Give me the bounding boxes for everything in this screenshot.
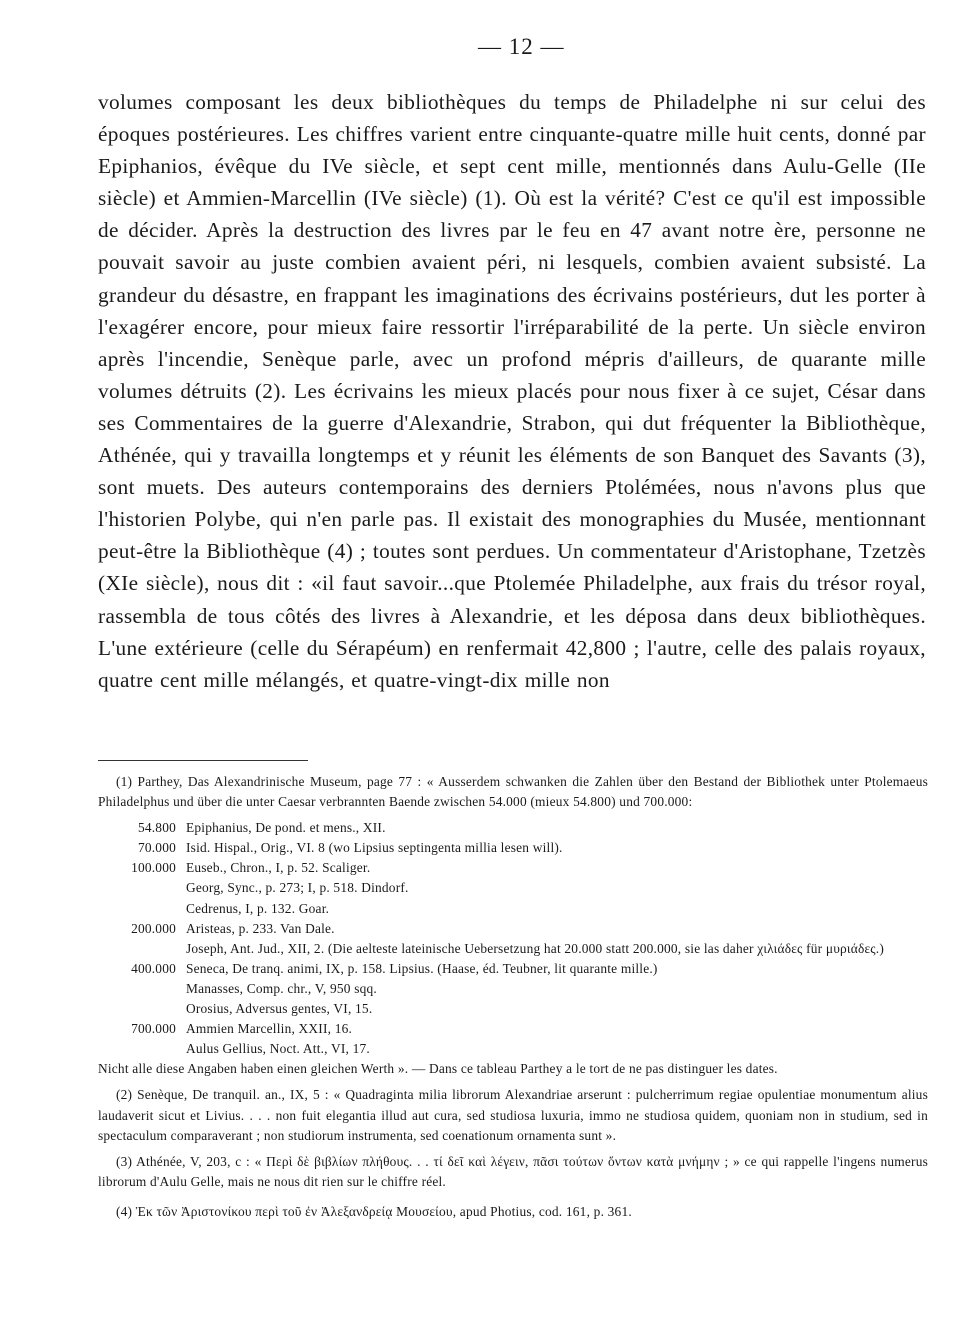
list-item <box>98 878 928 898</box>
footnote-1-list <box>98 818 928 1059</box>
footnotes <box>98 772 928 1222</box>
list-item <box>98 919 928 939</box>
list-item-text: Orosius, Adversus gentes, VI, 15. <box>186 1001 373 1017</box>
list-item-text: Aulus Gellius, Noct. Att., VI, 17. <box>186 1041 370 1057</box>
list-item-number <box>98 939 186 959</box>
list-item-number: 54.800 <box>137 820 176 836</box>
list-item-text: Cedrenus, I, p. 132. Goar. <box>186 900 330 916</box>
body-paragraph: volumes composant les deux bibliothèques du temps de Philadelphe ni sur celui des époques postérieures. Les chiffres varient entre cinquante-quatre mille huit cents, donné par Epiphanios, évêque du IVe siècle, et sept cent mille, mentionnés dans Aulu-Gelle (IIe siècle) et Ammien-Marcellin (IVe siècle) (1). Où est la vérité? C'est ce qu'il est impossible de décider. Après la destruction des livres par le feu en 47 avant notre ère, personne ne pouvait savoir au juste combien avaient péri, ni lesquels, combien avaient subsisté. La grandeur du désastre, en frappant les imaginations des écrivains postérieurs, dut les porter à l'exagérer encore, pour mieux faire ressortir l'irréparabilité de la perte. Un siècle environ après l'incendie, Senèque parle, avec un profond mépris d'ailleurs, de quarante mille volumes détruits (2). Les écrivains les mieux placés pour nous fixer à ce sujet, César dans ses Commentaires de la guerre d'Alexandrie, Strabon, qui dut fréquenter la Bibliothèque, Athénée, qui y travailla longtemps et y réunit les éléments de son Banquet des Savants (3), sont muets. Des auteurs contemporains des derniers Ptolémées, nous n'avons plus que l'historien Polybe, qui n'en parle pas. Il existait des monographies du Musée, mentionnant peut-être la Bibliothèque (4) ; toutes sont perdues. Un commentateur d'Aristophane, Tzetzès (XIe siècle), nous dit : «il faut savoir...que Ptolemée Philadelphe, aux frais du trésor royal, rassembla de tous côtés des livres à Alexandrie, et les déposa dans deux bibliothèques. L'une extérieure (celle du Sérapéum) en renfermait 42,800 ; l'autre, celle des palais royaux, quatre cent mille mélangés, et quatre-vingt-dix mille non <box>98 90 926 692</box>
list-item-number: 200.000 <box>131 920 176 936</box>
list-item <box>98 1039 928 1059</box>
list-item <box>98 899 928 919</box>
list-item-text: Georg, Sync., p. 273; I, p. 518. Dindorf. <box>186 880 409 896</box>
list-item-text: Joseph, Ant. Jud., XII, 2. (Die aelteste lateinische Uebersetzung hat 20.000 statt 200.000, sie las daher χιλιάδες für μυριάδες.) <box>186 940 884 956</box>
list-item-text: Ammien Marcellin, XXII, 16. <box>186 1021 353 1037</box>
footnote-3: (3) Athénée, V, 203, c : « Περὶ δὲ βιβλίων πλήθους. . . τί δεῖ καὶ λέγειν, πᾶσι τούτων ὄντων κατὰ μνήμην ; » ce qui rappelle l'ingens numerus librorum d'Aulu Gelle, mais ne nous dit rien sur le chiffre réel. <box>98 1153 928 1189</box>
list-item-number: 400.000 <box>131 960 176 976</box>
list-item-text: Manasses, Comp. chr., V, 950 sqq. <box>186 980 377 996</box>
list-item-text: Aristeas, p. 233. Van Dale. <box>186 920 335 936</box>
footnote-4: (4) Ἐκ τῶν Ἀριστονίκου περὶ τοῦ ἐν Ἀλεξανδρείᾳ Μουσείου, apud Photius, cod. 161, p. 361. <box>116 1203 632 1219</box>
footnote-2: (2) Senèque, De tranquil. an., IX, 5 : « Quadraginta milia librorum Alexandriae arserunt : pulcherrimum regiae opulentiae monumentum alius laudaverit sicut et Livius. . . . non fuit elegantia illud aut cura, sed studiosa luxuria, immo ne studiosa quidem, quoniam non in studium, sed in spectaculum comparaverant ; non studiorum instrumenta, sed coenationum ornamenta sunt ». <box>98 1087 928 1143</box>
list-item-number <box>98 1039 186 1059</box>
page-number-text: — 12 — <box>478 34 565 59</box>
list-item <box>98 939 928 959</box>
body-text <box>98 86 926 696</box>
list-item-number: 700.000 <box>131 1021 176 1037</box>
list-item <box>98 959 928 979</box>
list-item-text: Euseb., Chron., I, p. 52. Scaliger. <box>186 860 371 876</box>
list-item-text: Isid. Hispal., Orig., VI. 8 (wo Lipsius septingenta millia lesen will). <box>186 840 563 856</box>
list-item-number: 100.000 <box>131 860 176 876</box>
list-item-number <box>98 878 186 898</box>
list-item-text: Epiphanius, De pond. et mens., XII. <box>186 820 386 836</box>
list-item <box>98 979 928 999</box>
list-item-number: 70.000 <box>137 840 176 856</box>
footnote-1-intro: (1) Parthey, Das Alexandrinische Museum, page 77 : « Ausserdem schwanken die Zahlen über den Bestand der Bibliothek unter Ptolemaeus Philadelphus und über die unter Caesar verbrannten Baende zwischen 54.000 (mieux 54.800) und 700.000: <box>98 774 928 810</box>
list-item <box>98 1019 928 1039</box>
footnote-separator <box>98 760 308 761</box>
list-item-text: Seneca, De tranq. animi, IX, p. 158. Lipsius. (Haase, éd. Teubner, lit quarante mille.) <box>186 960 658 976</box>
footnote-1-outro: Nicht alle diese Angaben haben einen gleichen Werth ». — Dans ce tableau Parthey a le tort de ne pas distinguer les dates. <box>98 1061 778 1077</box>
list-item-number <box>98 899 186 919</box>
list-item <box>98 838 928 858</box>
list-item <box>98 858 928 878</box>
list-item-number <box>98 999 186 1019</box>
list-item-number <box>98 979 186 999</box>
list-item <box>98 818 928 838</box>
list-item <box>98 999 928 1019</box>
